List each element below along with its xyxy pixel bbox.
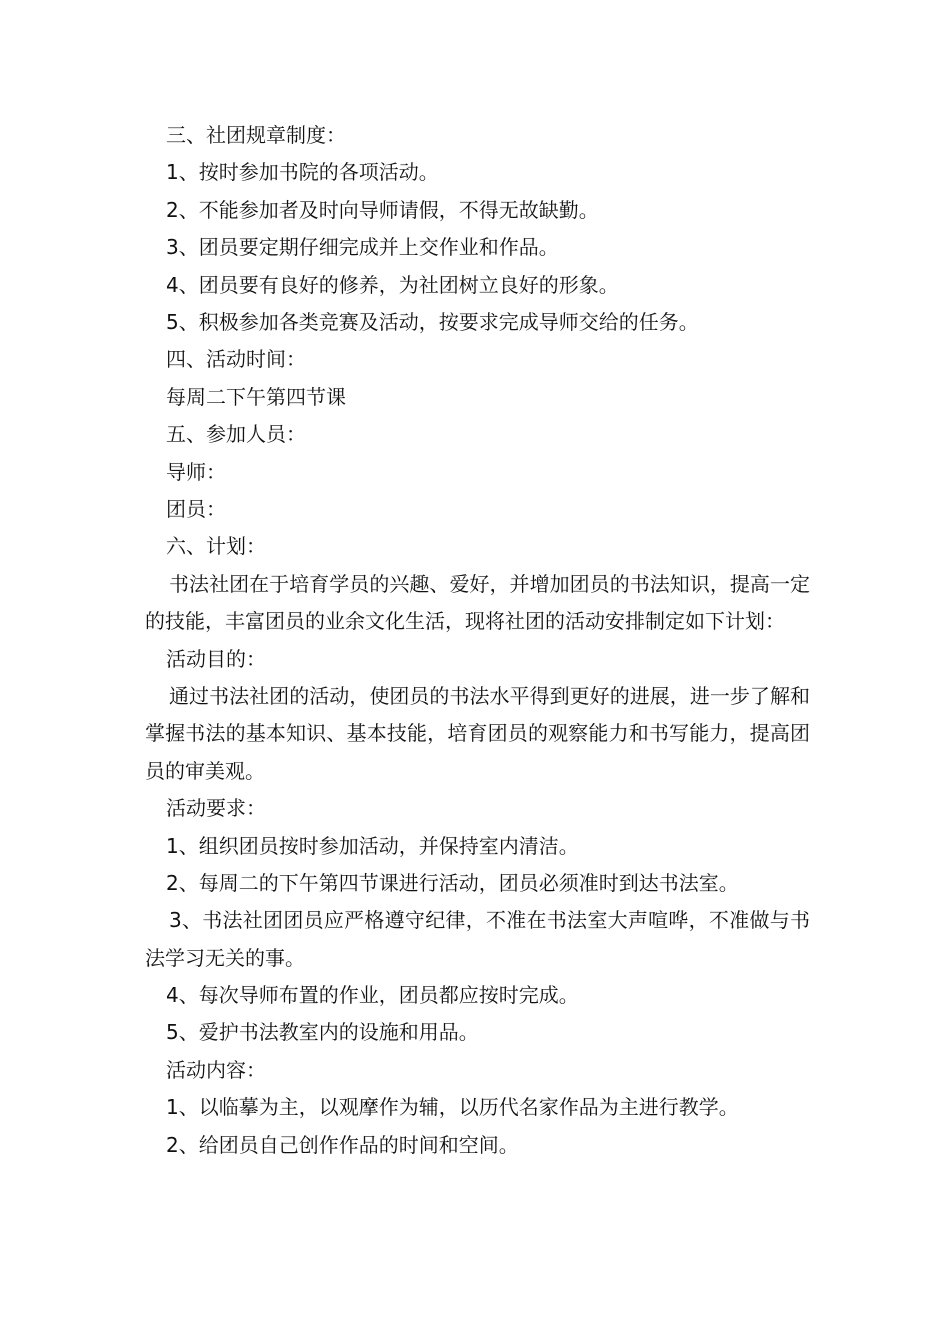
rule-item-1: 1、按时参加书院的各项活动。 xyxy=(166,160,439,185)
section-heading-plan: 六、计划： xyxy=(166,534,266,559)
content-item-1: 1、以临摹为主，以观摩作为辅，以历代名家作品为主进行教学。 xyxy=(166,1095,739,1120)
plan-intro-paragraph: 书法社团在于培育学员的兴趣、爱好，并增加团员的书法知识，提高一定的技能，丰富团员的业余文化生活，现将社团的活动安排制定如下计划： xyxy=(145,571,810,634)
document-body xyxy=(145,117,810,1164)
requirement-item-2: 2、每周二的下午第四节课进行活动，团员必须准时到达书法室。 xyxy=(166,870,739,895)
rule-item-2: 2、不能参加者及时向导师请假，不得无故缺勤。 xyxy=(166,197,599,222)
content-item-2: 2、给团员自己创作作品的时间和空间。 xyxy=(166,1132,519,1157)
content-heading: 活动内容： xyxy=(166,1057,266,1082)
requirement-item-1: 1、组织团员按时参加活动，并保持室内清洁。 xyxy=(166,833,579,858)
requirement-item-5: 5、爱护书法教室内的设施和用品。 xyxy=(166,1020,479,1045)
purpose-paragraph: 通过书法社团的活动，使团员的书法水平得到更好的进展，进一步了解和掌握书法的基本知识、基本技能，培育团员的观察能力和书写能力，提高团员的审美观。 xyxy=(145,683,810,783)
requirement-item-4: 4、每次导师布置的作业，团员都应按时完成。 xyxy=(166,983,579,1008)
section-heading-regulations: 三、社团规章制度： xyxy=(166,123,346,147)
section-heading-time: 四、活动时间： xyxy=(166,347,306,372)
member-label: 团员： xyxy=(166,496,226,521)
purpose-heading: 活动目的： xyxy=(166,646,266,671)
section-heading-members: 五、参加人员： xyxy=(166,422,306,447)
mentor-label: 导师： xyxy=(166,459,226,484)
requirement-item-3: 3、书法社团团员应严格遵守纪律，不准在书法室大声喧哗，不准做与书法学习无关的事。 xyxy=(145,908,810,970)
activity-time-value: 每周二下午第四节课 xyxy=(166,384,346,409)
rule-item-4: 4、团员要有良好的修养，为社团树立良好的形象。 xyxy=(166,272,619,297)
rule-item-3: 3、团员要定期仔细完成并上交作业和作品。 xyxy=(166,235,559,260)
requirements-heading: 活动要求： xyxy=(166,796,266,821)
rule-item-5: 5、积极参加各类竞赛及活动，按要求完成导师交给的任务。 xyxy=(166,309,699,334)
